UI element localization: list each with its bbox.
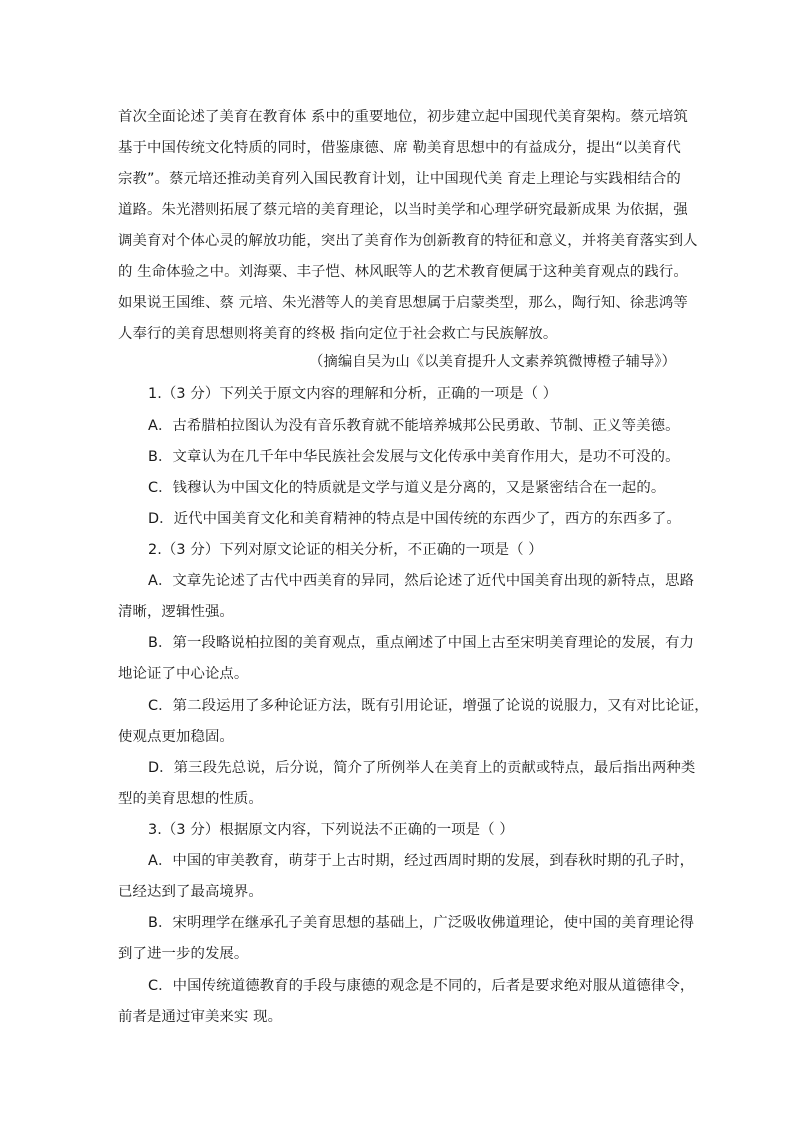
passage-line: 如果说王国维、蔡 元培、朱光潜等人的美育思想属于启蒙类型，那么，陶行知、徐悲鸿等 bbox=[118, 295, 688, 311]
option-c-cont: 使观点更加稳固。 bbox=[118, 729, 234, 745]
option-a: A．文章先论述了古代中西美育的异同，然后论述了近代中国美育出现的新特点，思路 bbox=[148, 573, 695, 589]
option-d: D．第三段先总说，后分说，简介了所例举人在美育上的贡献或特点，最后指出两种类 bbox=[148, 760, 696, 776]
option-b: B．宋明理学在继承孔子美育思想的基础上，广泛吸收佛道理论，使中国的美育理论得 bbox=[148, 915, 695, 931]
option-b-cont: 地论证了中心论点。 bbox=[118, 666, 249, 682]
question-stem: 1.（3 分）下列关于原文内容的理解和分析，正确的一项是（ ） bbox=[148, 386, 558, 402]
option-a: A．古希腊柏拉图认为没有音乐教育就不能培养城邦公民勇敢、节制、正义等美德。 bbox=[148, 418, 680, 434]
option-c: C．钱穆认为中国文化的特质就是文学与道义是分离的，又是紧密结合在一起的。 bbox=[148, 480, 666, 496]
option-d-cont: 型的美育思想的性质。 bbox=[118, 791, 263, 807]
option-b-cont: 到了进一步的发展。 bbox=[118, 946, 249, 962]
question-stem: 3.（3 分）根据原文内容，下列说法不正确的一项是（ ） bbox=[148, 822, 514, 838]
option-a-cont: 已经达到了最高境界。 bbox=[118, 884, 263, 900]
passage-line: 调美育对个体心灵的解放功能，突出了美育作为创新教育的特征和意义，并将美育落实到人 bbox=[118, 233, 698, 249]
question-stem: 2.（3 分）下列对原文论证的相关分析，不正确的一项是（ ） bbox=[148, 542, 543, 558]
passage-line: 基于中国传统文化特质的同时，借鉴康德、席 勒美育思想中的有益成分，提出“以美育代 bbox=[118, 140, 681, 156]
option-c: C．第二段运用了多种论证方法，既有引用论证，增强了论说的说服力，又有对比论证， bbox=[148, 698, 709, 714]
option-a-cont: 清晰，逻辑性强。 bbox=[118, 604, 234, 620]
option-b: B．文章认为在几千年中华民族社会发展与文化传承中美育作用大，是功不可没的。 bbox=[148, 449, 680, 465]
source-citation: （摘编自吴为山《以美育提升人文素养筑微博橙子辅导》） bbox=[309, 354, 676, 370]
option-c: C．中国传统道德教育的手段与康德的观念是不同的，后者是要求绝对服从道德律令， bbox=[148, 978, 695, 994]
option-c-cont: 前者是通过审美来实 现。 bbox=[118, 1009, 283, 1025]
passage-line: 人奉行的美育思想则将美育的终极 指向定位于社会救亡与民族解放。 bbox=[118, 326, 558, 342]
passage-line: 道路。朱光潜则拓展了蔡元培的美育理论，以当时美学和心理学研究最新成果 为依据，强 bbox=[118, 202, 688, 218]
option-b: B．第一段略说柏拉图的美育观点，重点阐述了中国上古至宋明美育理论的发展，有力 bbox=[148, 635, 695, 651]
passage-line: 首次全面论述了美育在教育体 系中的重要地位，初步建立起中国现代美育架构。蔡元培筑 bbox=[118, 109, 688, 125]
option-d: D．近代中国美育文化和美育精神的特点是中国传统的东西少了，西方的东西多了。 bbox=[148, 511, 681, 527]
option-a: A．中国的审美教育，萌芽于上古时期，经过西周时期的发展，到春秋时期的孔子时， bbox=[148, 853, 695, 869]
passage-line: 宗教”。蔡元培还推动美育列入国民教育计划，让中国现代美 育走上理论与实践相结合的 bbox=[118, 171, 681, 187]
passage-line: 的 生命体验之中。刘海粟、丰子恺、林风眠等人的艺术教育便属于这种美育观点的践行。 bbox=[118, 264, 688, 280]
